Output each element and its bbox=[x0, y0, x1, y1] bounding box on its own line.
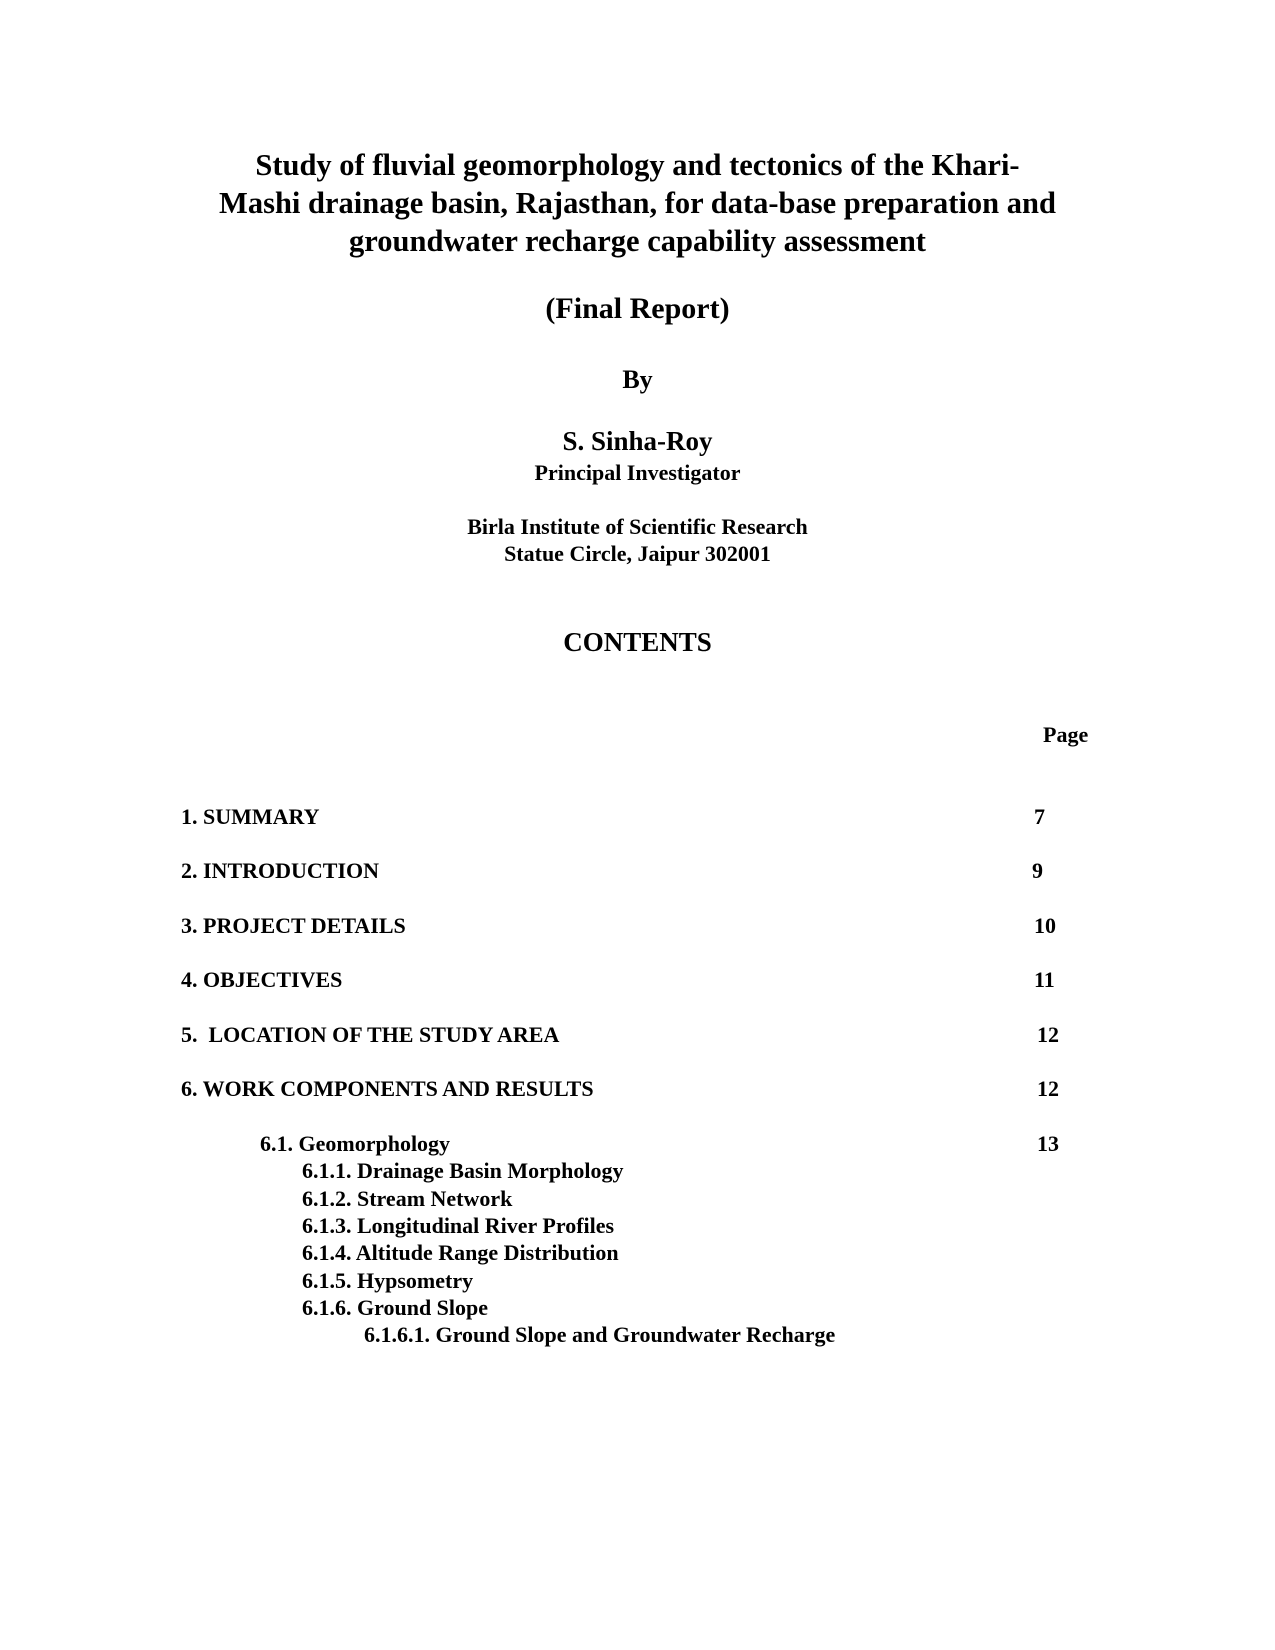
toc-page-geomorphology: 13 bbox=[1037, 1131, 1059, 1156]
toc-entry-ground-slope-recharge: 6.1.6.1. Ground Slope and Groundwater Recharge bbox=[364, 1322, 836, 1347]
title-line-1: Study of fluvial geomorphology and tectonics of the Khari- bbox=[255, 148, 1020, 182]
toc-entry-introduction: 2. INTRODUCTION bbox=[181, 858, 380, 883]
toc-entry-project-details: 3. PROJECT DETAILS bbox=[181, 913, 406, 938]
toc-entry-geomorphology: 6.1. Geomorphology bbox=[260, 1131, 451, 1156]
toc-page-objectives: 11 bbox=[1034, 967, 1055, 992]
toc-entry-altitude-range-distribution: 6.1.4. Altitude Range Distribution bbox=[302, 1240, 619, 1265]
toc-entry-summary: 1. SUMMARY bbox=[181, 804, 320, 829]
toc-entry-longitudinal-river-profiles: 6.1.3. Longitudinal River Profiles bbox=[302, 1213, 615, 1238]
toc-entry-ground-slope: 6.1.6. Ground Slope bbox=[302, 1295, 489, 1320]
contents-heading: CONTENTS bbox=[563, 627, 712, 657]
by-label: By bbox=[622, 365, 653, 394]
institution-name: Birla Institute of Scientific Research bbox=[467, 514, 808, 539]
toc-page-location: 12 bbox=[1037, 1022, 1059, 1047]
toc-page-project-details: 10 bbox=[1034, 913, 1056, 938]
toc-entry-stream-network: 6.1.2. Stream Network bbox=[302, 1186, 513, 1211]
author-role: Principal Investigator bbox=[534, 460, 741, 485]
toc-page-introduction: 9 bbox=[1032, 858, 1043, 883]
page-column-label: Page bbox=[1043, 722, 1089, 747]
toc-entry-drainage-basin-morphology: 6.1.1. Drainage Basin Morphology bbox=[302, 1158, 624, 1183]
report-title bbox=[170, 146, 1105, 260]
toc-entry-location: 5. LOCATION OF THE STUDY AREA bbox=[181, 1022, 560, 1047]
title-line-2: Mashi drainage basin, Rajasthan, for data-base preparation and bbox=[219, 186, 1056, 220]
toc-entry-objectives: 4. OBJECTIVES bbox=[181, 967, 343, 992]
toc-page-work-components: 12 bbox=[1037, 1076, 1059, 1101]
toc-page-summary: 7 bbox=[1034, 804, 1045, 829]
toc-entry-work-components: 6. WORK COMPONENTS AND RESULTS bbox=[181, 1076, 594, 1101]
author-name: S. Sinha-Roy bbox=[562, 426, 713, 456]
report-subtitle: (Final Report) bbox=[545, 292, 730, 325]
title-line-3: groundwater recharge capability assessment bbox=[349, 224, 926, 258]
institution-address: Statue Circle, Jaipur 302001 bbox=[504, 541, 771, 566]
toc-entry-hypsometry: 6.1.5. Hypsometry bbox=[302, 1268, 474, 1293]
